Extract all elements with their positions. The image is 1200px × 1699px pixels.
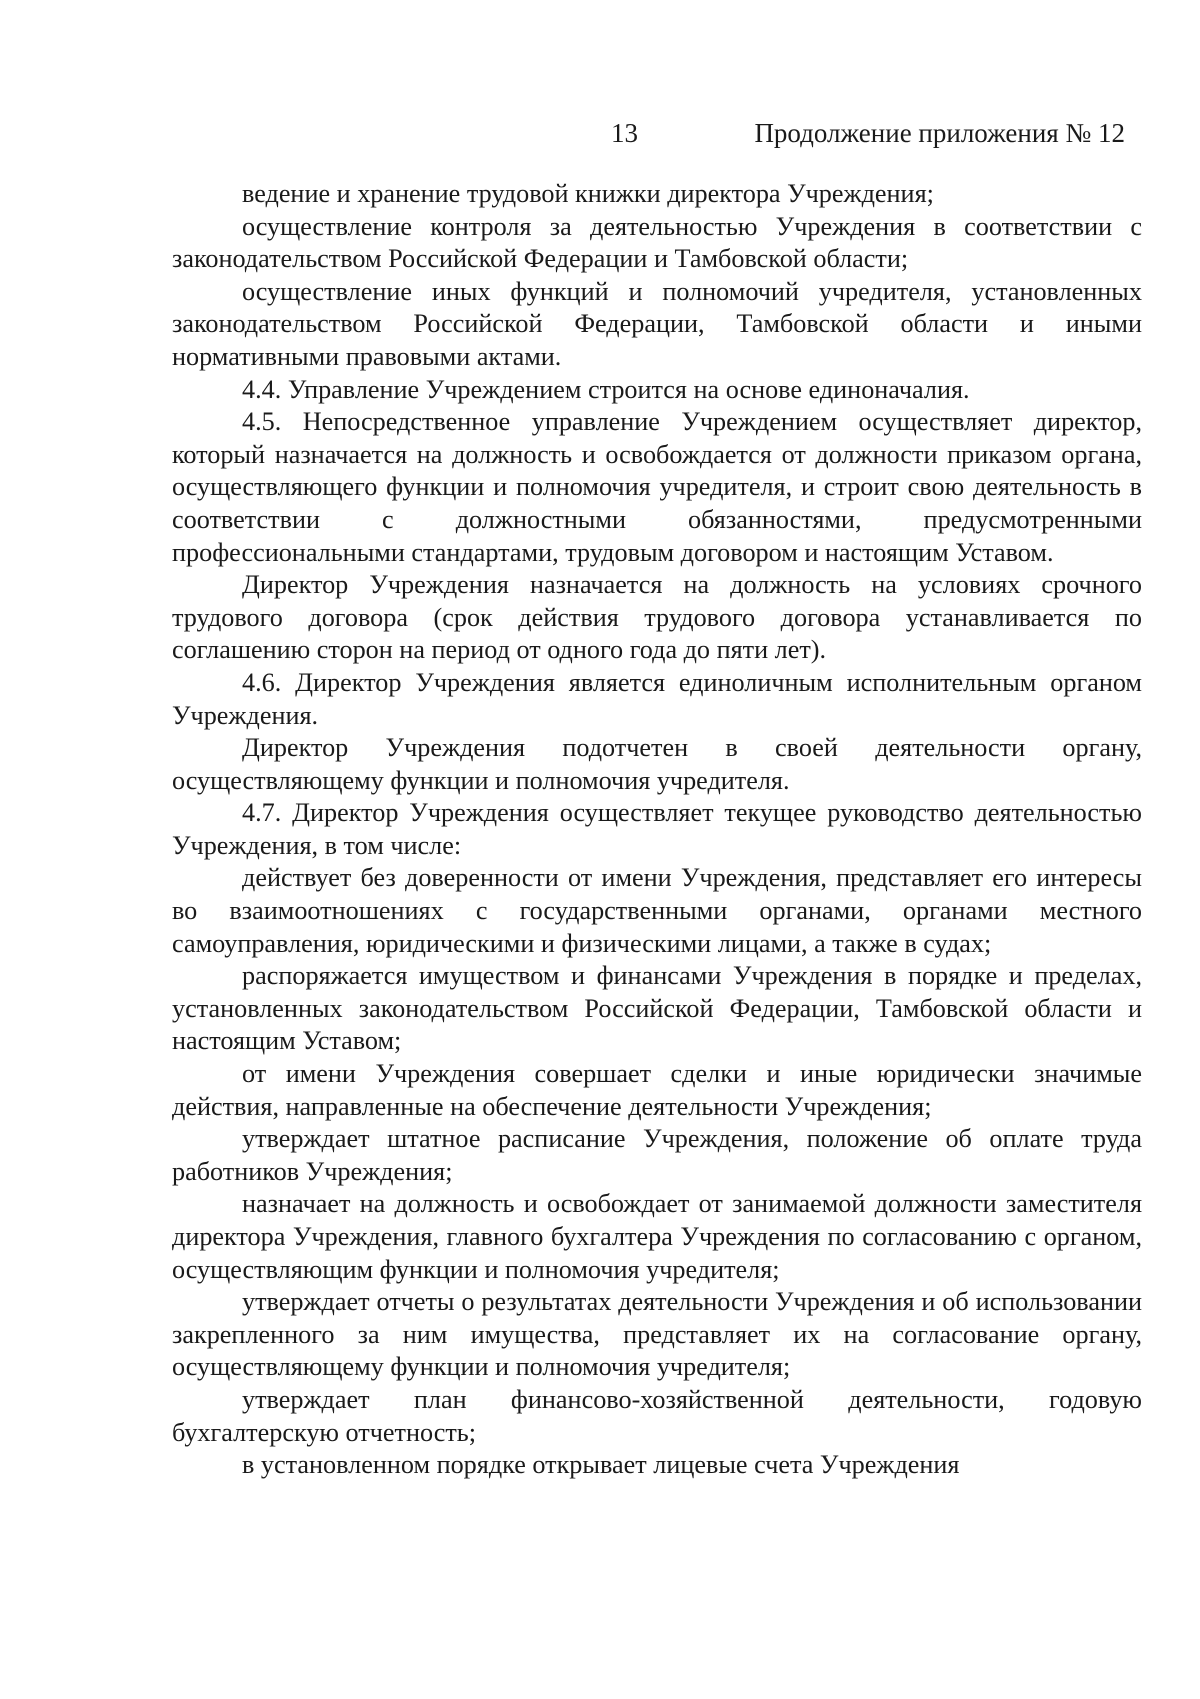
paragraph: Директор Учреждения назначается на должность на условиях срочного трудового договора (срок действия трудового договора устанавливается по соглашению сторон на период от одного года до пяти лет). <box>172 570 1142 665</box>
paragraph: 4.5. Непосредственное управление Учреждением осуществляет директор, который назначается на должность и освобождается от должности приказом органа, осуществляющего функции и полномочия учредителя, и строит свою деятельность в соответствии с должностными обязанностями, предусмотренными профессиональными стандартами, трудовым договором и настоящим Уставом. <box>172 407 1142 567</box>
paragraph: назначает на должность и освобождает от занимаемой должности заместителя директора Учреждения, главного бухгалтера Учреждения по согласованию с органом, осуществляющим функции и полномочия учредителя; <box>172 1189 1142 1284</box>
page-number: 13 <box>611 118 638 148</box>
paragraph: в установленном порядке открывает лицевые счета Учреждения <box>242 1450 960 1480</box>
paragraph: утверждает отчеты о результатах деятельности Учреждения и об использовании закрепленного за ним имущества, представляет их на согласование органу, осуществляющему функции и полномочия учредителя; <box>172 1287 1142 1382</box>
document-body <box>172 178 1142 1482</box>
paragraph: ведение и хранение трудовой книжки директора Учреждения; <box>242 179 934 208</box>
paragraph: 4.7. Директор Учреждения осуществляет текущее руководство деятельностью Учреждения, в том числе: <box>172 798 1142 860</box>
paragraph: распоряжается имуществом и финансами Учреждения в порядке и пределах, установленных законодательством Российской Федерации, Тамбовской области и настоящим Уставом; <box>172 961 1142 1056</box>
paragraph: Директор Учреждения подотчетен в своей деятельности органу, осуществляющему функции и полномочия учредителя. <box>172 733 1142 795</box>
paragraph: утверждает план финансово-хозяйственной деятельности, годовую бухгалтерскую отчетность; <box>172 1384 1142 1447</box>
paragraph: 4.4. Управление Учреждением строится на основе единоначалия. <box>242 374 970 404</box>
paragraph: утверждает штатное расписание Учреждения, положение об оплате труда работников Учреждения; <box>172 1124 1142 1186</box>
page-header <box>0 116 1200 150</box>
paragraph: осуществление иных функций и полномочий учредителя, установленных законодательством Российской Федерации, Тамбовской области и иными нормативными правовыми актами. <box>172 276 1142 371</box>
paragraph: от имени Учреждения совершает сделки и иные юридически значимые действия, направленные на обеспечение деятельности Учреждения; <box>172 1059 1142 1121</box>
paragraph: осуществление контроля за деятельностью Учреждения в соответствии с законодательством Российской Федерации и Тамбовской области; <box>172 211 1142 274</box>
paragraph: действует без доверенности от имени Учреждения, представляет его интересы во взаимоотношениях с государственными органами, органами местного самоуправления, юридическими и физическими лицами, а также в судах; <box>172 863 1142 958</box>
appendix-caption: Продолжение приложения № 12 <box>754 118 1125 148</box>
paragraph: 4.6. Директор Учреждения является единоличным исполнительным органом Учреждения. <box>172 667 1142 730</box>
